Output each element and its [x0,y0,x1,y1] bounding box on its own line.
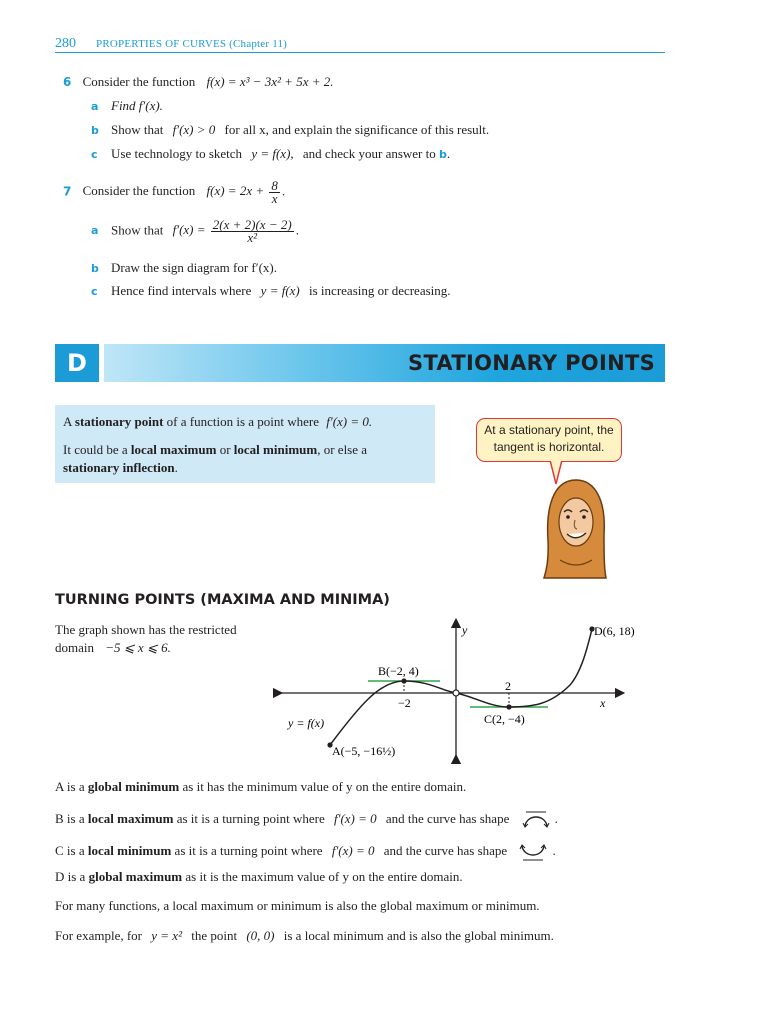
def-l2-bold1: local maximum [130,442,217,457]
body-d-pre: D is a [55,869,86,884]
body-c-pre: C is a [55,842,85,858]
cartoon-character [540,460,610,580]
speech-bubble [476,418,622,462]
body-a-pre: A is a [55,779,85,794]
q7-a-num: 2(x + 2)(x − 2) [212,217,292,232]
face-shape [559,498,593,546]
q6-b-math: f′(x) > 0 [172,122,216,137]
graph-intro-line-2 [55,640,171,656]
body-c-mid: as it is a turning point where [174,842,323,858]
q7-b-text: Draw the sign diagram for f′(x). [111,260,278,275]
body-c-math: f′(x) = 0 [331,842,375,858]
body-c-end: . [552,842,556,858]
tick-label-neg2: −2 [398,696,411,710]
q6-part-b [91,122,489,138]
origin-dot [453,690,459,696]
def-l2-mid: or [219,442,231,457]
q6-b-post: for all x, and explain the significance of this result. [224,122,490,137]
def-l1-mid: of a function is a point where [166,414,319,429]
body-b-math: f′(x) = 0 [333,810,377,826]
body-line-a [55,779,466,795]
body-d-bold: global maximum [88,869,183,884]
q7-func-den: x [271,191,278,206]
running-head: PROPERTIES OF CURVES (Chapter 11) [96,38,288,50]
q6-a-label: a [91,100,99,113]
body-f-mid: the point [191,928,238,943]
body-line-d [55,869,463,885]
q6-c-math: y = f(x), [251,146,294,161]
q7-c-pre: Hence find intervals where [111,283,252,298]
q7-c-label: c [91,285,98,298]
def-l2-post: , or else a [317,442,368,457]
q6-function: f(x) = x³ − 3x² + 5x + 2. [206,74,334,89]
function-graph [270,615,635,765]
q6-part-c [91,146,450,162]
point-b-dot [401,678,406,683]
bubble-tail-cover [549,458,563,461]
bubble-line-2: tangent is horizontal. [493,440,605,454]
left-eye [566,515,570,519]
q6-c-pre: Use technology to sketch [111,146,243,161]
tick-label-2: 2 [505,679,511,693]
body-line-b [55,808,558,832]
q7-part-a [91,219,299,244]
section-letter-box [55,344,99,382]
subheading: TURNING POINTS (MAXIMA AND MINIMA) [55,592,390,608]
q7-a-end: . [295,222,299,238]
point-a-label: A(−5, −16½) [332,744,396,758]
q7-a-label: a [91,224,99,238]
def-l3-bold: stationary inflection [63,460,175,475]
def-l1-bold: stationary point [74,414,164,429]
right-eye [582,515,586,519]
body-line-e: For many functions, a local maximum or minimum is also the global maximum or minimum. [55,898,540,913]
body-b-end: . [554,810,558,826]
q6-b-pre: Show that [111,122,164,137]
section-title: STATIONARY POINTS [408,351,655,375]
q7-a-den: x² [247,230,258,245]
graph-intro-line-1: The graph shown has the restricted [55,622,237,637]
bubble-tail [550,460,562,484]
graph-intro-pre: domain [55,640,94,655]
q6-c-end: . [446,146,451,161]
q7-part-c [91,283,451,299]
body-line-c [55,840,556,864]
x-axis-label: x [600,696,606,710]
definition-line-1 [63,414,372,430]
q7-function-lhs: f(x) = 2x + [206,183,265,199]
def-l3-post: . [174,460,178,475]
body-f-post: is a local minimum and is also the global minimum. [283,928,554,943]
def-l2-pre: It could be a [63,442,128,457]
section-banner [104,344,665,382]
definition-box [55,405,435,483]
q7-b-label: b [91,262,99,275]
section-letter: D [67,349,87,377]
point-d-label: D(6, 18) [594,624,635,638]
bubble-line-1: At a stationary point, the [484,423,614,437]
q7-a-lhs: f′(x) = [172,222,206,238]
maximum-shape-icon [521,808,551,832]
q7-c-math: y = f(x) [260,283,300,298]
point-b-label: B(−2, 4) [378,664,419,678]
body-f-math2: (0, 0) [246,928,275,943]
header-rule [55,52,665,53]
body-f-pre: For example, for [55,928,143,943]
body-d-post: as it is the maximum value of y on the entire domain. [185,869,463,884]
point-c-label: C(2, −4) [484,712,525,726]
q7-intro: Consider the function [82,183,196,199]
page-number: 280 [55,36,76,51]
curve-label: y = f(x) [288,716,325,730]
graph-intro-math: −5 ⩽ x ⩽ 6. [105,640,171,655]
body-a-bold: global minimum [87,779,180,794]
body-line-f [55,928,554,944]
q7-func-end: . [281,183,286,199]
q6-a-text: Find f′(x). [111,98,163,113]
body-f-math1: y = x² [151,928,182,943]
body-b-pre: B is a [55,810,85,826]
def-l1-pre: A [63,414,72,429]
q6-c-post: and check your answer to [302,146,436,161]
q6-part-a [91,98,163,114]
definition-line-3 [63,460,178,476]
q7-function-fraction [269,180,280,205]
point-c-dot [506,704,511,709]
q7-a-pre: Show that [111,222,164,238]
def-l2-bold2: local minimum [233,442,318,457]
q6-stem [63,74,334,90]
q7-number: 7 [63,184,72,199]
y-axis-label: y [462,623,468,637]
q6-b-label: b [91,124,99,137]
q6-number: 6 [63,75,72,89]
q7-stem [63,180,285,205]
minimum-shape-icon [518,840,548,864]
body-a-post: as it has the minimum value of y on the entire domain. [182,779,467,794]
q6-intro: Consider the function [82,74,196,89]
q6-c-label: c [91,148,98,161]
body-b-mid: as it is a turning point where [176,810,325,826]
body-c-post: and the curve has shape [383,842,508,858]
definition-line-2 [63,442,367,458]
q7-c-post: is increasing or decreasing. [309,283,451,298]
q7-part-b [91,260,277,276]
body-c-bold: local minimum [87,842,172,858]
q7-func-num: 8 [271,178,278,193]
q7-a-fraction [211,219,294,244]
body-b-post: and the curve has shape [385,810,510,826]
body-b-bold: local maximum [87,810,174,826]
function-curve [330,629,592,745]
def-l1-math: f′(x) = 0. [326,414,373,429]
q6-c-ref: b [439,148,447,161]
